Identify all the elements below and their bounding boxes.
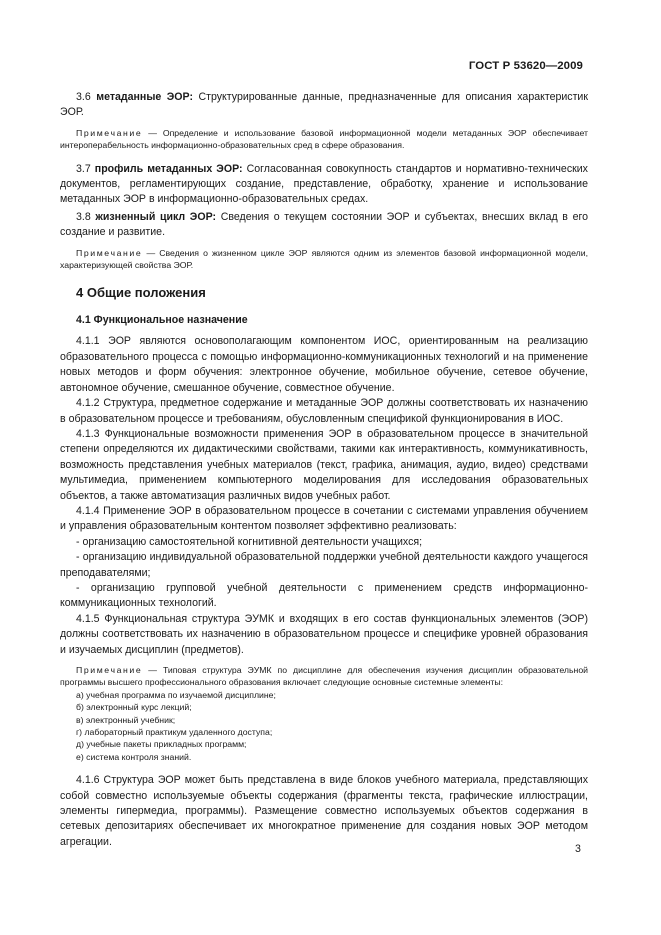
subsection-title: 4.1 Функциональное назначение	[76, 314, 248, 327]
list-item: д) учебные пакеты прикладных программ;	[76, 739, 247, 750]
note-3-6	[60, 127, 588, 152]
paragraph-4-1-3: 4.1.3 Функциональные возможности применения ЭОР в образовательном процессе в значительной степени определяются их дидактическими свойствами, такими как интерактивность, коммуникативность, возможность представления учебных материалов (текст, графика, анимация, аудио, видео) средствами мультимедиа, применением компьютерного моделирования для исследования образовательных объектов, а также автоматизация различных видов учебных работ.	[60, 427, 588, 502]
def-text: Сведения о текущем состоянии ЭОР и субъектах, внесших вклад в его создание и развитие.	[60, 210, 588, 239]
note-label: Примечание	[76, 665, 143, 675]
note-4-1-5	[60, 664, 588, 689]
paragraph-4-1-1: 4.1.1 ЭОР являются основополагающим компонентом ИОС, ориентированным на реализацию образовательного процесса с помощью информационно-коммуникационных технологий и на применение новых методов и форм обучения: электронное обучение, мобильное обучение, сетевое обучение, автономное обучение, смешанное обучение, совместное обучение.	[60, 335, 588, 394]
note-text: — Сведения о жизненном цикле ЭОР являются одним из элементов базовой информационной модели, характеризующей свойства ЭОР.	[60, 247, 588, 271]
definition-3-6	[60, 90, 588, 121]
def-term: метаданные ЭОР:	[96, 91, 193, 103]
list-item: в) электронный учебник;	[76, 714, 176, 725]
list-item: е) система контроля знаний.	[76, 751, 192, 762]
list-dash-item: - организацию индивидуальной образовательной поддержки учебной деятельности каждого учащегося преподавателями;	[60, 551, 588, 579]
standard-header: ГОСТ Р 53620—2009	[468, 60, 583, 72]
note-text: — Определение и использование базовой информационной модели метаданных ЭОР обеспечивает интероперабельность информационно-образовательных сред в сфере образования.	[60, 127, 588, 151]
definition-3-7	[60, 162, 588, 208]
note-label: Примечание	[76, 127, 143, 138]
paragraph-4-1-5: 4.1.5 Функциональная структура ЭУМК и входящих в его состав функциональных элементов (ЭОР) должны соответствовать их назначению в образовательном процессе и специфике уровней образования и изучаемых дисциплин (предметов).	[60, 612, 588, 656]
paragraph-4-1-6: 4.1.6 Структура ЭОР может быть представлена в виде блоков учебного материала, представляющих собой совместно используемые объекты содержания (фрагменты текста, графические иллюстрации, элементы гипермедиа, программы). Размещение совместно используемых объектов содержания в сетевых депозитариях обеспечивает их многократное применение для создания новых ЭОР методом агрегации.	[60, 774, 588, 848]
def-term: жизненный цикл ЭОР:	[95, 210, 217, 223]
section-title: 4 Общие положения	[76, 285, 206, 301]
def-number: 3.7	[76, 162, 91, 175]
list-dash-item: - организацию самостоятельной когнитивной деятельности учащихся;	[76, 535, 423, 548]
page-content	[60, 90, 588, 850]
paragraph-4-1-2: 4.1.2 Структура, предметное содержание и метаданные ЭОР должны соответствовать их назначению в образовательном процессе и требованиям, обусловленным спецификой функционирования в ИОС.	[60, 397, 588, 425]
note-3-8	[60, 247, 588, 272]
def-term: профиль метаданных ЭОР:	[94, 162, 243, 175]
page-number: 3	[575, 843, 581, 855]
def-number: 3.6	[76, 91, 91, 103]
def-text: Структурированные данные, предназначенные для описания характеристик ЭОР.	[60, 91, 588, 119]
list-item: а) учебная программа по изучаемой дисциплине;	[76, 689, 276, 700]
element-list	[60, 689, 588, 763]
def-text: Согласованная совокупность стандартов и нормативно-технических документов, регламентирующих создание, представление, обработку, хранение и использование метаданных ЭОР в информационно-образовательных средах.	[60, 162, 588, 206]
definition-3-8	[60, 210, 588, 241]
note-text: — Типовая структура ЭУМК по дисциплине для обеспечения изучения дисциплин образовательной программы высшего профессионального образования включает следующие основные системные элементы:	[60, 665, 589, 688]
list-dash-item: - организацию групповой учебной деятельности с применением средств информационно-коммуникационных технологий.	[60, 581, 588, 610]
list-item: г) лабораторный практикум удаленного доступа;	[76, 727, 273, 738]
paragraph-4-1-4: 4.1.4 Применение ЭОР в образовательном процессе в сочетании с системами управления обучением и управления образовательным контентом позволяет эффективно реализовать:	[60, 504, 588, 533]
list-item: б) электронный курс лекций;	[76, 702, 192, 713]
note-label: Примечание	[76, 247, 143, 258]
def-number: 3.8	[76, 210, 91, 223]
